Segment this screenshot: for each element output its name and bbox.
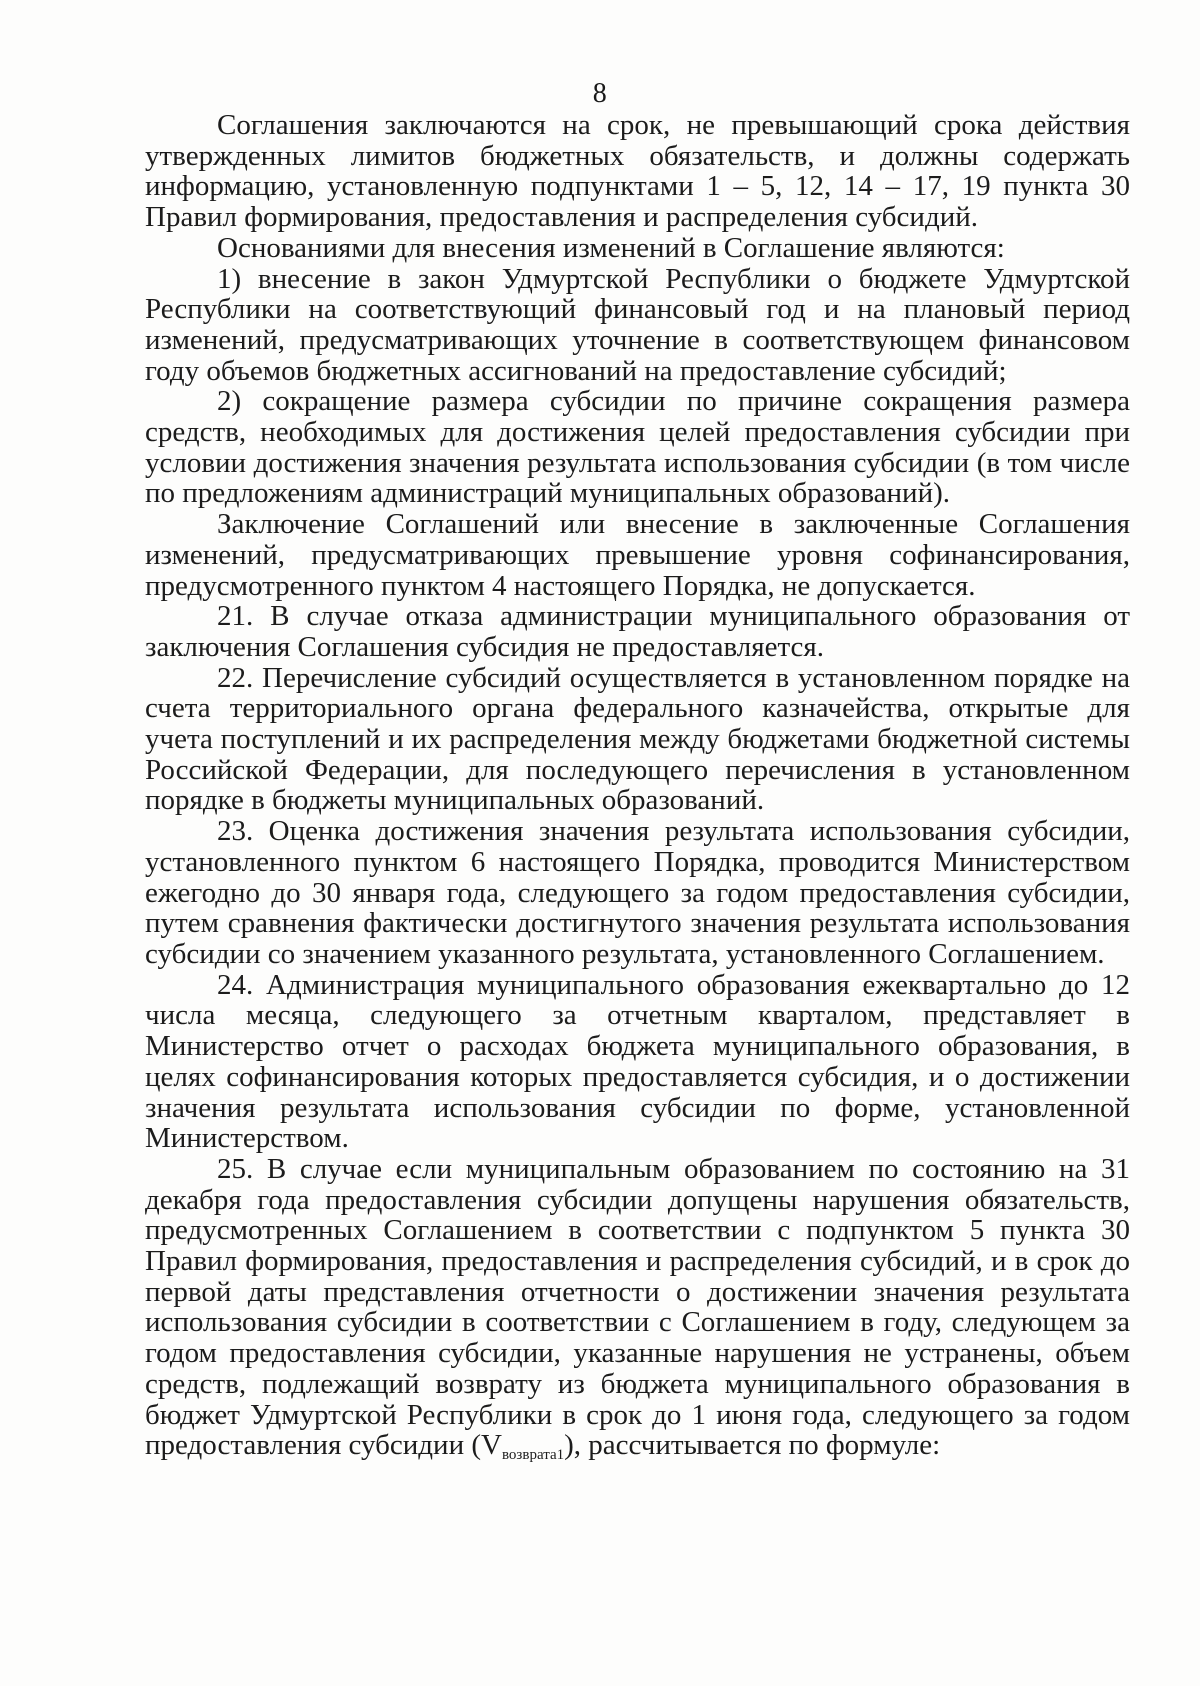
paragraph-ground-1: 1) внесение в закон Удмуртской Республики о бюджете Удмуртской Республики на соответствующий финансовый год и на плановый период изменений, предусматривающих уточнение в соответствующем финансовом году объемов бюджетных ассигнований на предоставление субсидий;: [145, 262, 1130, 387]
paragraph-item-21: 21. В случае отказа администрации муниципального образования от заключения Соглашения субсидия не предоставляется.: [145, 600, 1130, 663]
page-number: 8: [592, 78, 608, 109]
paragraph-ground-2: 2) сокращение размера субсидии по причине сокращения размера средств, необходимых для достижения целей предоставления субсидии при условии достижения значения результата использования субсидии (в том числе по предложениям администраций муниципальных образований).: [145, 385, 1130, 510]
document-body: [145, 110, 1130, 1471]
paragraph-grounds-for-changes: Основаниями для внесения изменений в Соглашение являются:: [217, 231, 1005, 264]
paragraph-agreement-term: Соглашения заключаются на срок, не превышающий срока действия утвержденных лимитов бюджетных обязательств, и должны содержать информацию, установленную подпунктами 1 – 5, 12, 14 – 17, 19 пункта 30 Правил формирования, предоставления и распределения субсидий.: [145, 109, 1130, 234]
formula-symbol: V: [481, 1429, 502, 1462]
paragraph-item-25-tail: ), рассчитывается по формуле:: [564, 1429, 941, 1462]
formula-subscript: возврата1: [501, 1447, 565, 1464]
paragraph-item-23: 23. Оценка достижения значения результата использования субсидии, установленного пунктом 6 настоящего Порядка, проводится Министерством ежегодно до 30 января года, следующего за годом предоставления субсидии, путем сравнения фактически достигнутого значения результата использования субсидии со значением указанного результата, установленного Соглашением.: [145, 815, 1130, 970]
paragraph-item-25-text: 25. В случае если муниципальным образованием по состоянию на 31 декабря года предоставления субсидии допущены нарушения обязательств, предусмотренных Соглашением в соответствии с подпунктом 5 пункта 30 Правил формирования, предоставления и распределения субсидий, и в срок до первой даты представления отчетности о достижении значения результата использования субсидии в соответствии с Соглашением в году, следующем за годом предоставления субсидии, указанные нарушения не устранены, объем средств, подлежащий возврату из бюджета муниципального образования в бюджет Удмуртской Республики в срок до 1 июня года, следующего за годом предоставления субсидии (: [145, 1152, 1130, 1462]
paragraph-cofinancing-limit: Заключение Соглашений или внесение в заключенные Соглашения изменений, предусматривающих превышение уровня софинансирования, предусмотренного пунктом 4 настоящего Порядка, не допускается.: [145, 508, 1130, 602]
paragraph-item-25: [145, 1154, 1130, 1471]
paragraph-item-22: 22. Перечисление субсидий осуществляется в установленном порядке на счета территориального органа федерального казначейства, открытые для учета поступлений и их распределения между бюджетами бюджетной системы Российской Федерации, для последующего перечисления в установленном порядке в бюджеты муниципальных образований.: [145, 661, 1130, 817]
paragraph-item-24: 24. Администрация муниципального образования ежеквартально до 12 числа месяца, следующего за отчетным кварталом, представляет в Министерство отчет о расходах бюджета муниципального образования, в целях софинансирования которых предоставляется субсидия, и о достижении значения результата использования субсидии по форме, установленной Министерством.: [145, 968, 1130, 1155]
